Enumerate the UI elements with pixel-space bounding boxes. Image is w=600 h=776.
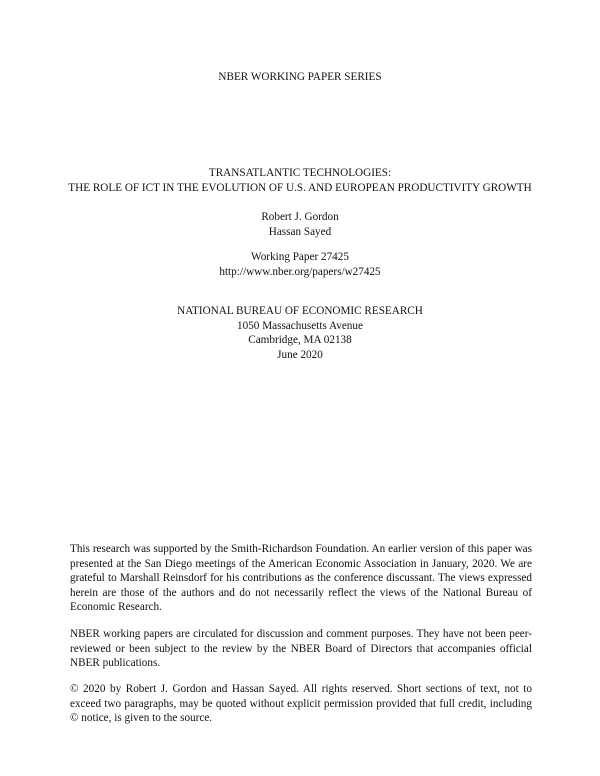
publisher-address-street: 1050 Massachusetts Avenue [237, 319, 363, 332]
publisher-block [0, 304, 600, 362]
working-paper-url[interactable]: http://www.nber.org/papers/w27425 [219, 265, 381, 278]
acknowledgment-paragraph: This research was supported by the Smith-Richardson Foundation. An earlier version of this paper was presented at the San Diego meetings of the American Economic Association in January, 2020. We are grateful to Marshall Reinsdorf for his contributions as the conference discussant. The views expressed herein are those of the authors and do not necessarily reflect the views of the National Bureau of Economic Research. [70, 543, 532, 613]
author-name: Hassan Sayed [268, 225, 332, 238]
working-paper-number: Working Paper 27425 [251, 251, 349, 263]
publisher-address-city: Cambridge, MA 02138 [248, 334, 352, 346]
series-header [0, 70, 600, 85]
disclaimer-paragraph: NBER working papers are circulated for discussion and comment purposes. They have not been peer-reviewed or been subject to the review by the NBER Board of Directors that accompanies official NBER publications. [70, 628, 532, 669]
paper-title [0, 166, 600, 195]
author-name: Robert J. Gordon [261, 211, 339, 223]
series-title: NBER WORKING PAPER SERIES [218, 71, 382, 83]
copyright-paragraph: © 2020 by Robert J. Gordon and Hassan Sayed. All rights reserved. Short sections of text, not to exceed two paragraphs, may be quoted without explicit permission provided that full credit, including © notice, is given to the source. [70, 683, 532, 724]
author-list [0, 210, 600, 239]
paper-title-line-2: THE ROLE OF ICT IN THE EVOLUTION OF U.S. AND EUROPEAN PRODUCTIVITY GROWTH [68, 181, 532, 194]
publication-date: June 2020 [277, 348, 323, 361]
publisher-name: NATIONAL BUREAU OF ECONOMIC RESEARCH [177, 305, 423, 317]
paper-title-line-1: TRANSATLANTIC TECHNOLOGIES: [208, 167, 392, 179]
working-paper-info [0, 250, 600, 279]
